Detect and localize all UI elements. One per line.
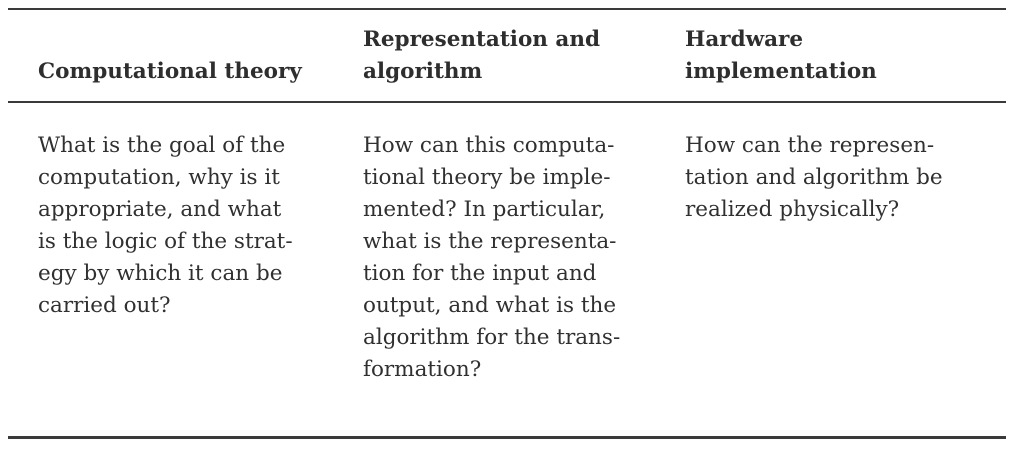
table-bottom-rule <box>8 436 1006 439</box>
cell-representation-algorithm: How can this computa- tional theory be imple- mented? In particular, what is the representa- tion for the input and output, and what is the algorithm for the trans- formation? <box>363 133 621 382</box>
table-header-rule <box>8 101 1006 103</box>
cell-computational-theory: What is the goal of the computation, why is it appropriate, and what is the logic of the strat- egy by which it can be carried out? <box>38 133 293 318</box>
cell-hardware-implementation: How can the represen- tation and algorithm be realized physically? <box>685 133 943 222</box>
header-computational-theory: Computational theory <box>38 59 302 84</box>
header-representation-algorithm: Representation and algorithm <box>363 27 601 84</box>
header-hardware-implementation: Hardware implementation <box>685 27 877 84</box>
table-top-rule <box>8 8 1006 10</box>
